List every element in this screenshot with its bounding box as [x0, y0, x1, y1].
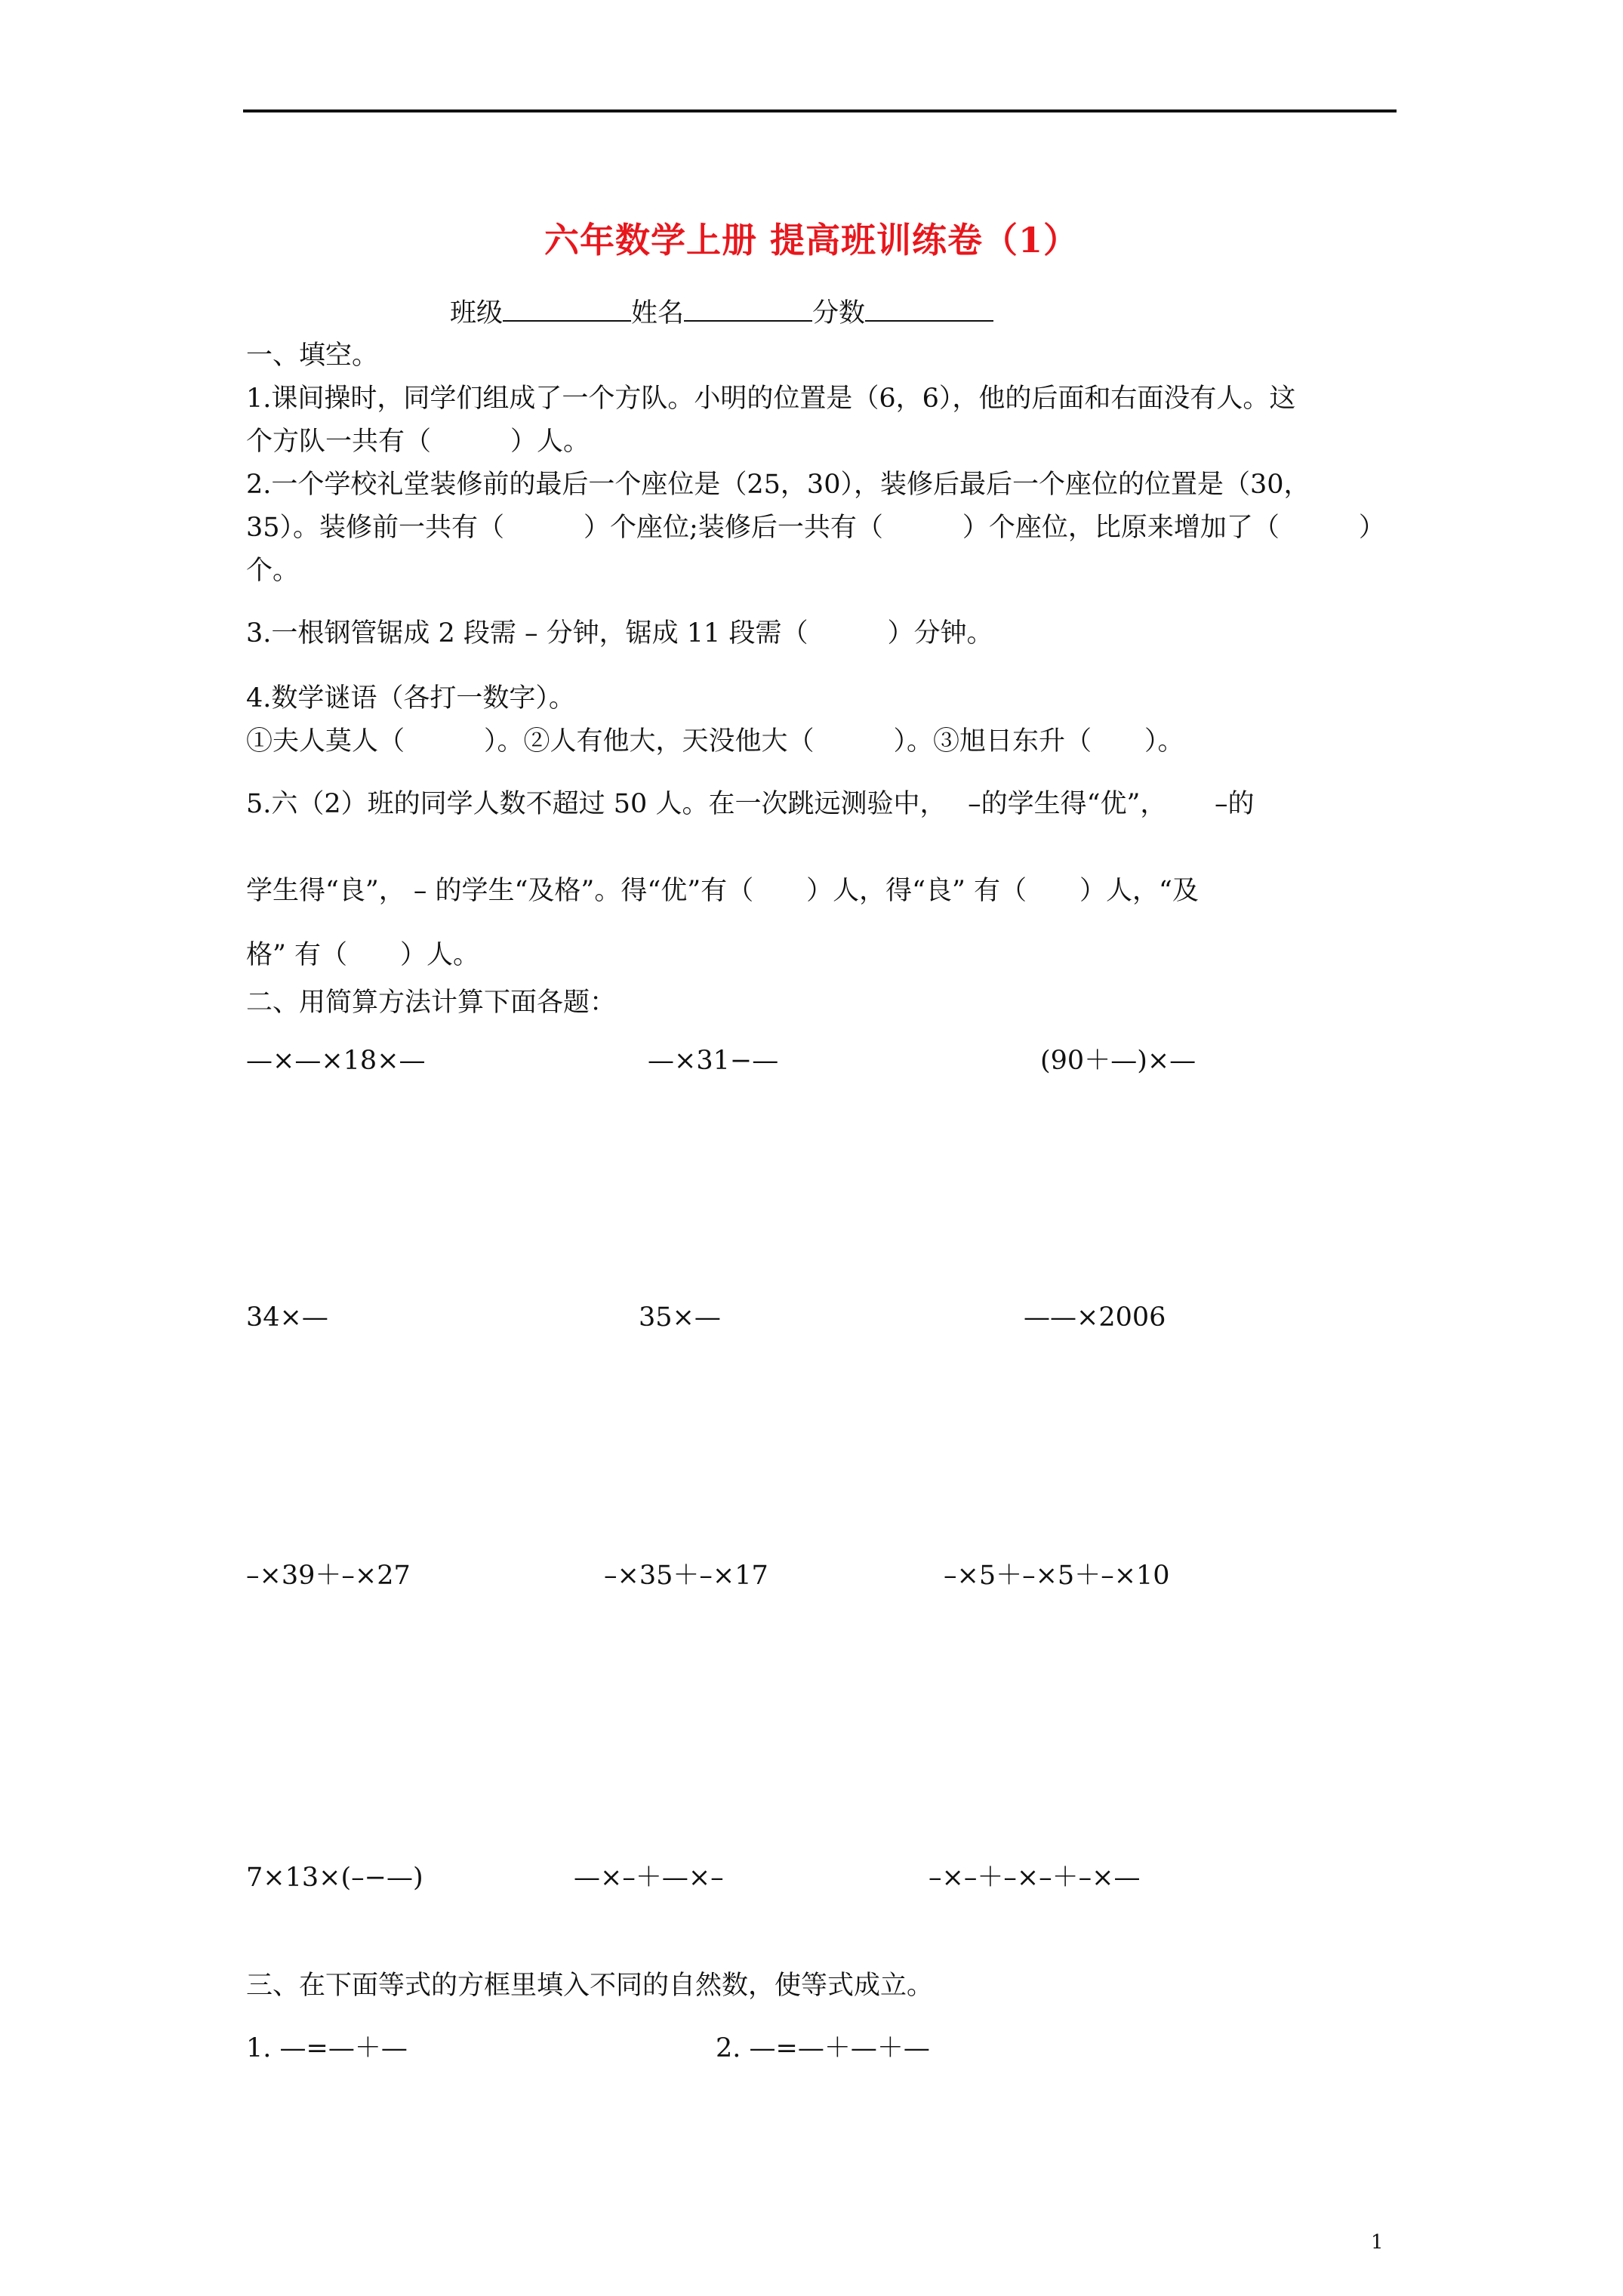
question3: 3.一根钢管锯成 2 段需 – 分钟，锯成 11 段需（ ）分钟。 [246, 618, 993, 649]
student-info-line [450, 293, 993, 332]
header-rule [243, 109, 1397, 112]
question4-line2: ①夫人莫人（ ）。②人有他大，天没他大（ ）。③旭日东升（ ）。 [246, 726, 1184, 757]
section2-heading: 二、用简算方法计算下面各题： [246, 988, 617, 1018]
name-label: 姓名 [631, 298, 685, 328]
calc-problem: –×5＋–×5＋–×10 [944, 1561, 1170, 1591]
calc-problem: –×–＋–×–＋–×— [929, 1863, 1141, 1893]
calc-problem: –×35＋–×17 [604, 1561, 768, 1591]
class-blank[interactable] [503, 293, 631, 322]
question5-line2: 学生得“良”， – 的学生“及格”。得“优”有（ ）人，得“良” 有（ ）人，“及 [246, 876, 1199, 906]
calc-problem: –×39＋–×27 [246, 1561, 411, 1591]
name-blank[interactable] [684, 293, 812, 322]
section1-heading: 一、填空。 [246, 341, 379, 371]
calc-problem: 7×13×(–−—) [246, 1863, 423, 1893]
calc-problem: (90＋—)×— [1040, 1046, 1196, 1076]
section3-heading: 三、在下面等式的方框里填入不同的自然数，使等式成立。 [246, 1971, 934, 2001]
calc-problem: —×31−— [648, 1046, 779, 1076]
question5-line1: 5.六（2）班的同学人数不超过 50 人。在一次跳远测验中， –的学生得“优”， –的 [246, 789, 1255, 819]
question5-line3: 格” 有（ ）人。 [246, 940, 480, 970]
calc-problem: ——×2006 [1024, 1302, 1166, 1333]
calc-problem: —×–＋—×– [574, 1863, 724, 1893]
question1-line2: 个方队一共有（ ）人。 [246, 427, 590, 457]
worksheet-title: 六年数学上册 提高班训练卷（1） [544, 220, 1079, 260]
score-blank[interactable] [865, 293, 993, 322]
question2-line1: 2.一个学校礼堂装修前的最后一个座位是（25，30），装修后最后一个座位的位置是（30， [246, 470, 1310, 500]
page-number: 1 [1371, 2231, 1384, 2254]
question2-line3: 个。 [246, 556, 300, 586]
question4-line1: 4.数学谜语（各打一数字）。 [246, 683, 575, 713]
equation-item: 2. —=—＋—＋— [716, 2033, 930, 2063]
question2-line2: 35）。装修前一共有（ ）个座位;装修后一共有（ ）个座位，比原来增加了（ ） [246, 513, 1385, 543]
calc-problem: 35×— [639, 1302, 721, 1333]
calc-problem: —×—×18×— [246, 1046, 426, 1076]
question1-line1: 1.课间操时，同学们组成了一个方队。小明的位置是（6，6），他的后面和右面没有人。这 [246, 384, 1296, 414]
calc-problem: 34×— [246, 1302, 328, 1333]
score-label: 分数 [812, 298, 866, 328]
class-label: 班级 [450, 298, 504, 328]
equation-item: 1. —=—＋— [246, 2033, 408, 2063]
